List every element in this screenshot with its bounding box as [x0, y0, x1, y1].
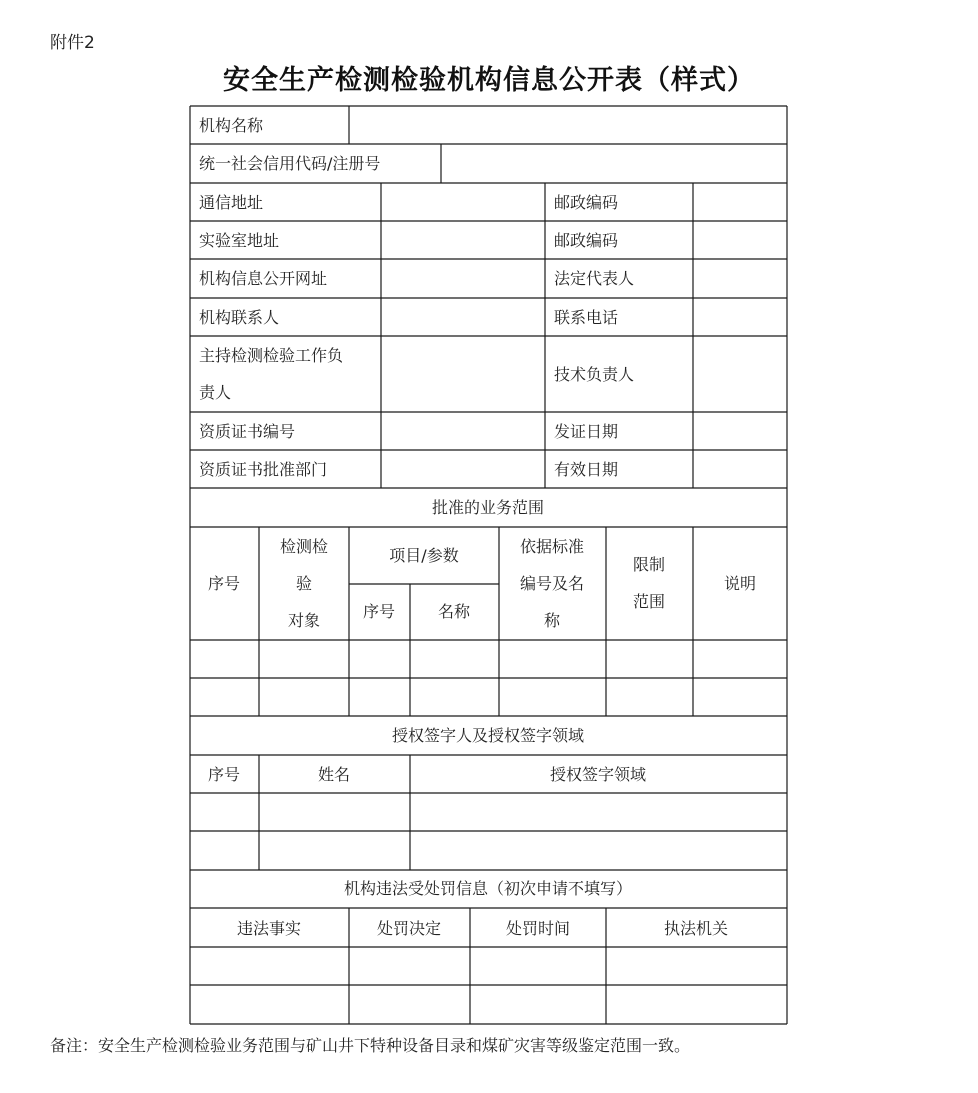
scope-col-limit: 限制: [632, 555, 666, 574]
scope-col-standard-cont2: 称: [543, 611, 561, 630]
scope-col-limit-cont: 范围: [632, 592, 666, 611]
legal-rep-label: 法定代表人: [554, 269, 635, 288]
credit-code-label: 统一社会信用代码/注册号: [199, 154, 381, 173]
scope-col-standard-cont: 编号及名: [519, 574, 585, 593]
scope-col-object-cont2: 对象: [287, 611, 321, 630]
lab-postal-code-label: 邮政编码: [554, 231, 619, 250]
lab-address-label: 实验室地址: [199, 231, 280, 250]
issue-date-label: 发证日期: [554, 422, 619, 441]
scope-header: 批准的业务范围: [431, 498, 545, 517]
scope-col-object-cont: 验: [295, 574, 313, 593]
work-lead-label-cont: 责人: [199, 383, 232, 402]
violation-col-time: 处罚时间: [505, 919, 571, 938]
signatory-col-field: 授权签字领域: [549, 765, 647, 784]
scope-col-remark: 说明: [723, 574, 757, 593]
scope-col-no: 序号: [207, 574, 241, 593]
scope-col-item-param: 项目/参数: [389, 546, 459, 565]
scope-col-item-name: 名称: [437, 602, 471, 621]
contact-phone-label: 联系电话: [554, 308, 619, 327]
scope-col-object: 检测检: [279, 537, 329, 556]
violation-col-authority: 执法机关: [663, 919, 729, 938]
violation-header: 机构违法受处罚信息（初次申请不填写）: [343, 879, 633, 898]
work-lead-label: 主持检测检验工作负: [199, 346, 344, 365]
cert-number-label: 资质证书编号: [199, 422, 296, 441]
document-title: 安全生产检测检验机构信息公开表（样式）: [223, 65, 755, 96]
mail-address-label: 通信地址: [199, 193, 264, 212]
signatory-header: 授权签字人及授权签字领域: [391, 726, 585, 745]
attachment-label: 附件2: [50, 33, 95, 53]
org-name-label: 机构名称: [199, 116, 264, 135]
postal-code-label: 邮政编码: [554, 193, 619, 212]
valid-date-label: 有效日期: [554, 460, 619, 479]
scope-col-standard: 依据标准: [519, 537, 585, 556]
contact-person-label: 机构联系人: [199, 308, 280, 327]
info-url-label: 机构信息公开网址: [199, 269, 328, 288]
footnote: 备注：安全生产检测检验业务范围与矿山井下特种设备目录和煤矿灾害等级鉴定范围一致。: [50, 1036, 691, 1055]
violation-col-decision: 处罚决定: [376, 919, 442, 938]
tech-lead-label: 技术负责人: [554, 365, 635, 384]
scope-col-item-no: 序号: [362, 602, 396, 621]
signatory-col-name: 姓名: [317, 765, 351, 784]
approval-dept-label: 资质证书批准部门: [199, 460, 328, 479]
signatory-col-no: 序号: [207, 765, 241, 784]
violation-col-fact: 违法事实: [236, 919, 302, 938]
